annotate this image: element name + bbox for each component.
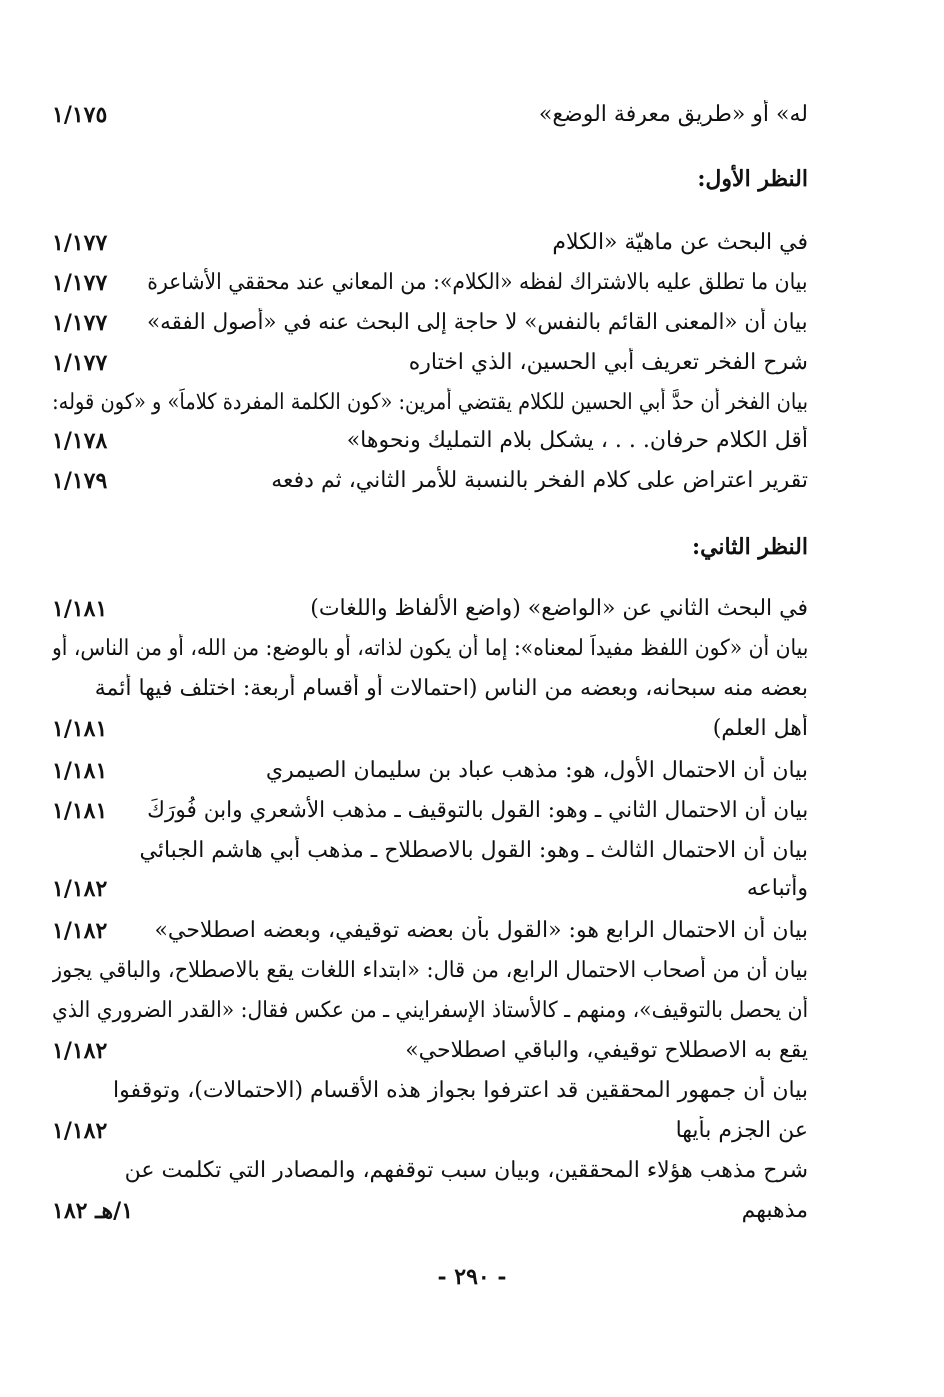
index-line bbox=[52, 228, 808, 258]
entry-text: في البحث الثاني عن «الواضع» (واضع الألفاظ واللغات) bbox=[310, 596, 808, 621]
page-ref: ١/١٨١ bbox=[52, 758, 108, 784]
index-line bbox=[52, 308, 808, 338]
page-ref: ١/١٨٢ bbox=[52, 1038, 108, 1064]
entry-text: يقع به الاصطلاح توقيفي، والباقي اصطلاحي» bbox=[405, 1038, 808, 1063]
entry-text: أن يحصل بالتوقيف»، ومنهم ـ كالأستاذ الإسفرايني ـ من عكس فقال: «القدر الضروري الذي bbox=[52, 998, 808, 1023]
page-ref: ١/١٨٢ bbox=[52, 1118, 108, 1144]
index-line bbox=[52, 466, 808, 496]
index-line bbox=[52, 348, 808, 378]
entry-text: بيان أن الاحتمال الرابع هو: «القول بأن بعضه توقيفي، وبعضه اصطلاحي» bbox=[154, 918, 808, 943]
index-line bbox=[52, 634, 808, 664]
page-ref: ١/١٨١ bbox=[52, 596, 108, 622]
page-ref: ١/١٧٥ bbox=[52, 102, 108, 128]
section-heading bbox=[52, 164, 808, 194]
page-ref: ١/١٧٧ bbox=[52, 230, 108, 256]
index-line bbox=[52, 1156, 808, 1186]
index-line bbox=[52, 916, 808, 946]
entry-text: بيان الفخر أن حدَّ أبي الحسين للكلام يقتضي أمرين: «كون الكلمة المفردة كلاماً» و «كون قوله: bbox=[52, 390, 808, 415]
index-line bbox=[52, 1036, 808, 1066]
index-line bbox=[52, 388, 808, 418]
index-line bbox=[52, 996, 808, 1026]
page-ref: ١/١٧٨ bbox=[52, 428, 108, 454]
page-ref: ١/هـ ١٨٢ bbox=[52, 1198, 134, 1224]
entry-text: تقرير اعتراض على كلام الفخر بالنسبة للأمر الثاني، ثم دفعه bbox=[271, 468, 808, 493]
entry-text: بيان أن «كون اللفظ مفيداً لمعناه»: إما أن يكون لذاته، أو بالوضع: من الله، أو من الناس، أو bbox=[52, 636, 808, 661]
entry-text: شرح الفخر تعريف أبي الحسين، الذي اختاره bbox=[408, 350, 808, 375]
entry-text: أقل الكلام حرفان. . . ، يشكل بلام التمليك ونحوها» bbox=[346, 428, 808, 453]
entry-text: بيان ما تطلق عليه بالاشتراك لفظه «الكلام»: من المعاني عند محققي الأشاعرة bbox=[147, 270, 808, 295]
entry-text: له» أو «طريق معرفة الوضع» bbox=[538, 102, 808, 127]
index-line bbox=[52, 1116, 808, 1146]
entry-text: بيان أن الاحتمال الثالث ـ وهو: القول بالاصطلاح ـ مذهب أبي هاشم الجبائي bbox=[139, 838, 808, 863]
page-ref: ١/١٧٧ bbox=[52, 270, 108, 296]
entry-text: مذهبهم bbox=[741, 1198, 808, 1223]
index-line bbox=[52, 756, 808, 786]
page-ref: ١/١٧٩ bbox=[52, 468, 108, 494]
entry-text: بيان أن الاحتمال الأول، هو: مذهب عباد بن سليمان الصيمري bbox=[265, 758, 808, 783]
page-ref: ١/١٧٧ bbox=[52, 350, 108, 376]
section-heading bbox=[52, 532, 808, 562]
index-line bbox=[52, 426, 808, 456]
index-line bbox=[52, 1196, 808, 1226]
page-ref: ١/١٧٧ bbox=[52, 310, 108, 336]
index-line bbox=[52, 1076, 808, 1106]
index-line bbox=[52, 714, 808, 744]
heading-text: النظر الثاني: bbox=[691, 534, 808, 560]
page-ref: ١/١٨١ bbox=[52, 716, 108, 742]
entry-text: أهل العلم) bbox=[712, 716, 808, 741]
index-line bbox=[52, 268, 808, 298]
page-ref: ١/١٨٢ bbox=[52, 876, 108, 902]
entry-text: بيان أن جمهور المحققين قد اعترفوا بجواز هذه الأقسام (الاحتمالات)، وتوقفوا bbox=[112, 1078, 808, 1103]
entry-text: في البحث عن ماهيّة «الكلام bbox=[552, 230, 808, 255]
index-line bbox=[52, 836, 808, 866]
entry-text: بيان أن «المعنى القائم بالنفس» لا حاجة إلى البحث عنه في «أصول الفقه» bbox=[147, 310, 808, 335]
page-number: - ٢٩٠ - bbox=[437, 1264, 507, 1290]
entry-text: بيان أن من أصحاب الاحتمال الرابع، من قال: «ابتداء اللغات يقع بالاصطلاح، والباقي يجوز bbox=[52, 958, 808, 983]
entry-text: بعضه منه سبحانه، وبعضه من الناس (احتمالات أو أقسام أربعة: اختلف فيها أئمة bbox=[94, 676, 808, 701]
entry-text: عن الجزم بأيها bbox=[675, 1118, 808, 1143]
index-line bbox=[52, 100, 808, 130]
index-line bbox=[52, 674, 808, 704]
entry-text: وأتباعه bbox=[746, 876, 808, 901]
entry-text: شرح مذهب هؤلاء المحققين، وبيان سبب توقفهم، والمصادر التي تكلمت عن bbox=[124, 1158, 808, 1183]
entry-text: بيان أن الاحتمال الثاني ـ وهو: القول بالتوقيف ـ مذهب الأشعري وابن فُورَكَ bbox=[146, 798, 808, 823]
index-line bbox=[52, 956, 808, 986]
page-ref: ١/١٨١ bbox=[52, 798, 108, 824]
index-line bbox=[52, 594, 808, 624]
index-line bbox=[52, 796, 808, 826]
heading-text: النظر الأول: bbox=[697, 166, 808, 192]
index-line bbox=[52, 874, 808, 904]
page-ref: ١/١٨٢ bbox=[52, 918, 108, 944]
